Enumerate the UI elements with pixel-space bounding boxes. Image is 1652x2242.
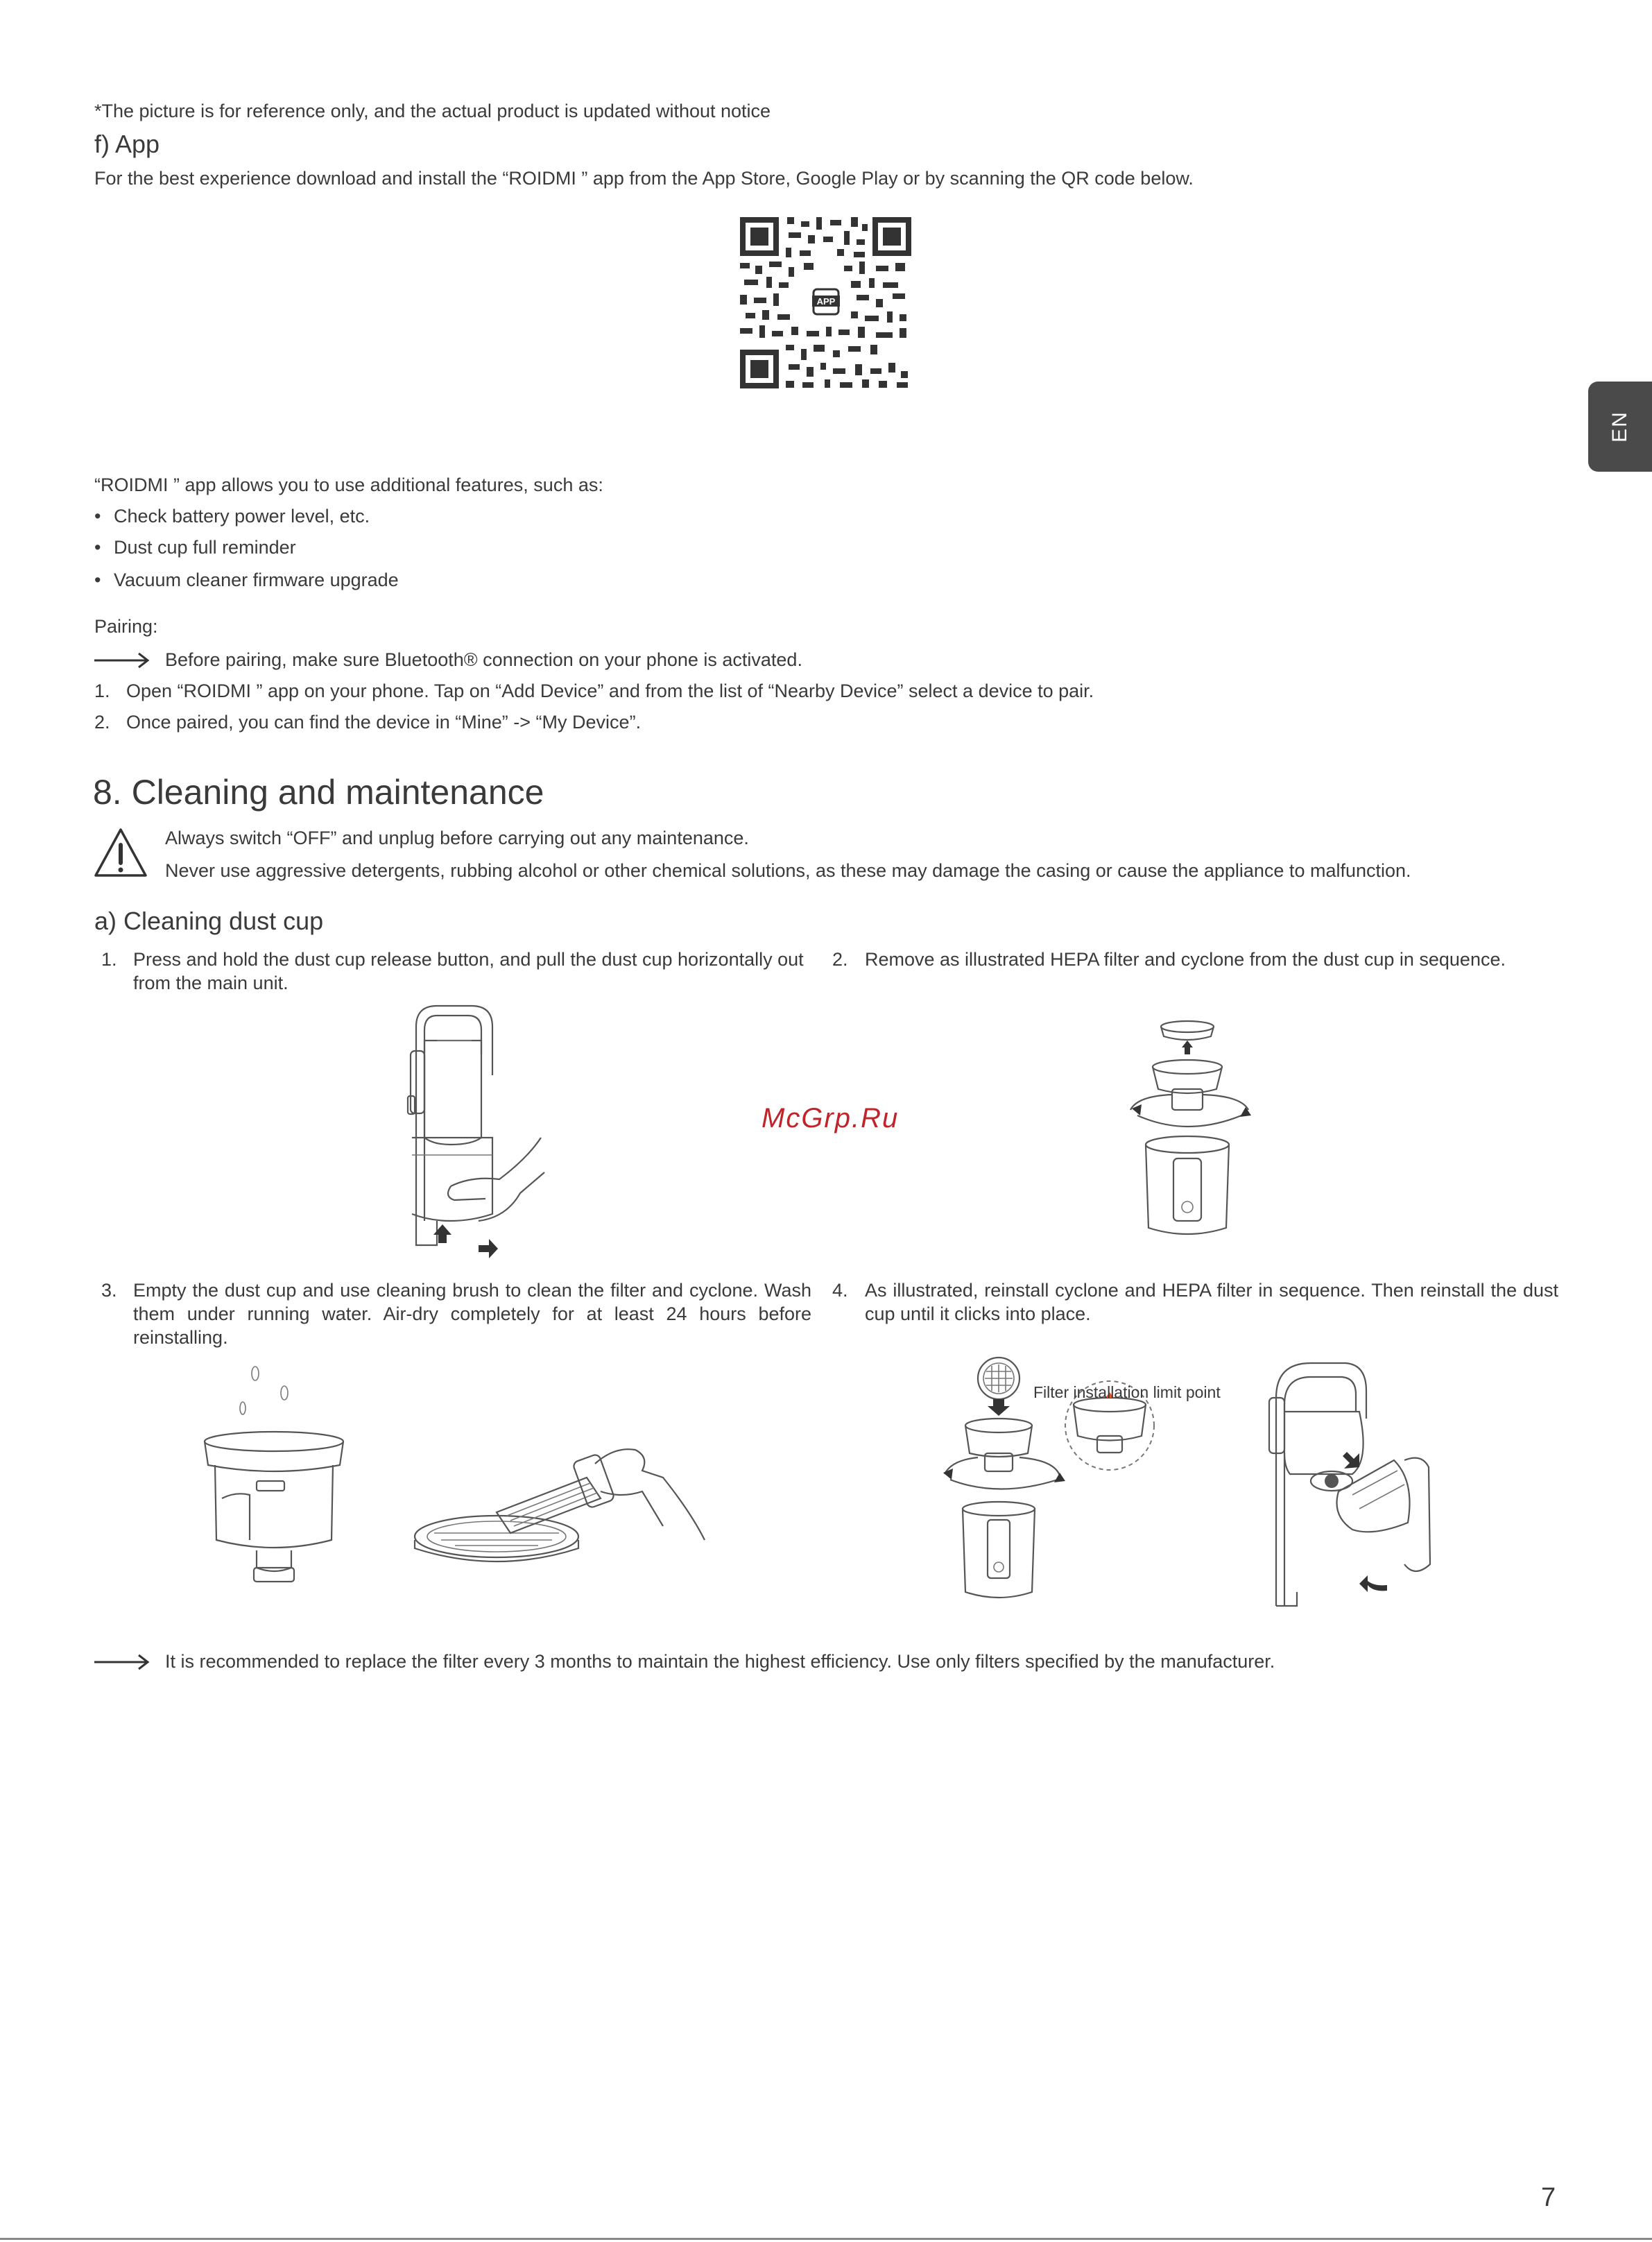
arrow-right-icon [94, 1654, 150, 1670]
step-text: Press and hold the dust cup release button, and pull the dust cup horizontally out from the main unit. [133, 949, 804, 993]
step-number: 3. [101, 1280, 117, 1301]
illustration-reinstall-dust-cup [1248, 1356, 1436, 1613]
pairing-label: Pairing: [94, 616, 158, 637]
illustration-remove-dust-cup [368, 999, 548, 1263]
warning-text: Never use aggressive detergents, rubbing alcohol or other chemical solutions, as these may damage the casing or cause the appliance to malfunction. [165, 860, 1411, 881]
app-intro: For the best experience download and install the “ROIDMI ” app from the App Store, Google Play or by scanning the QR code below. [94, 168, 1194, 189]
filter-limit-label: Filter installation limit point [1033, 1383, 1221, 1401]
step-text: As illustrated, reinstall cyclone and HEPA filter in sequence. Then reinstall the dust cup until it clicks into place. [865, 1280, 1558, 1324]
step-number: 2. [832, 949, 848, 970]
step-text: Remove as illustrated HEPA filter and cyclone from the dust cup in sequence. [865, 949, 1506, 970]
step-text: Empty the dust cup and use cleaning brush to clean the filter and cyclone. Wash them under running water. Air-dry completely for at least 24 hours before reinstalling. [133, 1280, 811, 1348]
reference-notice: *The picture is for reference only, and the actual product is updated without notice [94, 101, 771, 121]
feature-item: • Dust cup full reminder [114, 536, 296, 559]
pairing-step: Once paired, you can find the device in “Mine” -> “My Device”. [126, 712, 642, 733]
bottom-rule [0, 2238, 1652, 2240]
step-number: 4. [832, 1280, 848, 1301]
feature-item: • Check battery power level, etc. [114, 504, 370, 528]
qr-code[interactable] [740, 217, 911, 388]
warning-text: Always switch “OFF” and unplug before carrying out any maintenance. [165, 828, 749, 848]
qr-app-badge: APP [816, 296, 836, 307]
cleaning-dust-cup-heading: a) Cleaning dust cup [94, 907, 324, 935]
illustration-remove-filter [1124, 1020, 1255, 1242]
pairing-note: Before pairing, make sure Bluetooth® connection on your phone is activated. [165, 649, 802, 670]
app-heading: f) App [94, 130, 160, 158]
language-tab[interactable] [1588, 382, 1652, 472]
arrow-right-icon [94, 652, 150, 669]
watermark: McGrp.Ru [762, 1103, 900, 1133]
warning-icon [93, 825, 148, 881]
feature-item: • Vacuum cleaner firmware upgrade [114, 568, 399, 592]
pairing-step: Open “ROIDMI ” app on your phone. Tap on “Add Device” and from the list of “Nearby Device” select a device to pair. [126, 681, 1094, 701]
illustration-empty-dust-cup [201, 1360, 347, 1602]
illustration-brush-filter [413, 1436, 705, 1568]
pairing-step-number: 2. [94, 712, 110, 733]
pairing-step-number: 1. [94, 681, 110, 701]
final-note: It is recommended to replace the filter every 3 months to maintain the highest efficiency. Use only filters specified by the manufacturer. [165, 1651, 1275, 1672]
language-tab-label: EN [1608, 411, 1631, 443]
section-title: 8. Cleaning and maintenance [93, 773, 544, 812]
step-number: 1. [101, 949, 117, 970]
features-intro: “ROIDMI ” app allows you to use additional features, such as: [94, 474, 603, 495]
page-number: 7 [1541, 2183, 1556, 2212]
